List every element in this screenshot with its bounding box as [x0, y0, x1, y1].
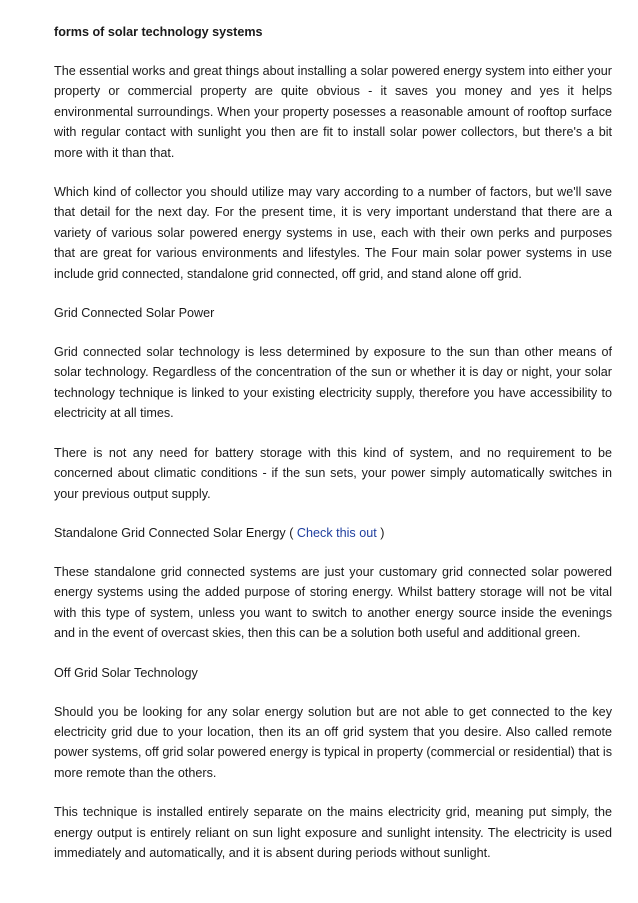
off-grid-paragraph: Should you be looking for any solar energy solution but are not able to get connected to the key electricity grid due to your location, then its an off grid system that you desire. Also called remote power systems, off grid solar powered energy is typical in property (commercial or residential) that is more remote than the others.: [54, 704, 612, 780]
installation-paragraph: This technique is installed entirely separate on the mains electricity grid, meaning put simply, the energy output is entirely reliant on sun light exposure and sunlight intensity. The electricity is used immediately and automatically, and it is absent during periods without sunlight.: [54, 805, 612, 860]
collector-paragraph: Which kind of collector you should utilize may vary according to a number of factors, but we'll save that detail for the next day. For the present time, it is very important understand that there are a variety of various solar powered energy systems in use, each with their own perks and purposes that are great for various environments and lifestyles. The Four main solar power systems in use include grid connected, standalone grid connected, off grid, and stand alone off grid.: [54, 185, 612, 281]
grid-connected-paragraph: Grid connected solar technology is less determined by exposure to the sun than other means of solar technology. Regardless of the concentration of the sun or whether it is day or night, your solar technology technique is linked to your existing electricity supply, therefore you have accessibility to electricity at all times.: [54, 345, 612, 421]
battery-paragraph: There is not any need for battery storage with this kind of system, and no requirement to be concerned about climatic conditions - if the sun sets, your power simply automatically switches in your previous output supply.: [54, 445, 612, 501]
check-this-out-link[interactable]: Check this out: [296, 525, 377, 540]
standalone-heading: [54, 523, 612, 543]
standalone-heading-text: Standalone Grid Connected Solar Energy (: [54, 525, 297, 540]
standalone-paragraph: These standalone grid connected systems are just your customary grid connected solar powered energy systems using the added purpose of storing energy. Whilst battery storage will not be vital with this type of system, unless you want to switch to another energy source inside the evenings and in the event of overcast skies, then this can be a solution both useful and additional green.: [54, 564, 612, 641]
off-grid-heading: Off Grid Solar Technology: [54, 665, 198, 680]
document-title: forms of solar technology systems: [54, 25, 263, 39]
intro-paragraph: The essential works and great things about installing a solar powered energy system into either your property or commercial property are quite obvious - it saves you money and yes it helps environmental surroundings. When your property posesses a reasonable amount of rooftop surface with regular contact with sunlight you then are fit to install solar power collectors, but there's a bit more with it than that.: [54, 64, 612, 160]
grid-connected-heading: Grid Connected Solar Power: [54, 306, 215, 321]
document-page: [54, 22, 612, 863]
standalone-heading-suffix: ): [376, 525, 385, 540]
